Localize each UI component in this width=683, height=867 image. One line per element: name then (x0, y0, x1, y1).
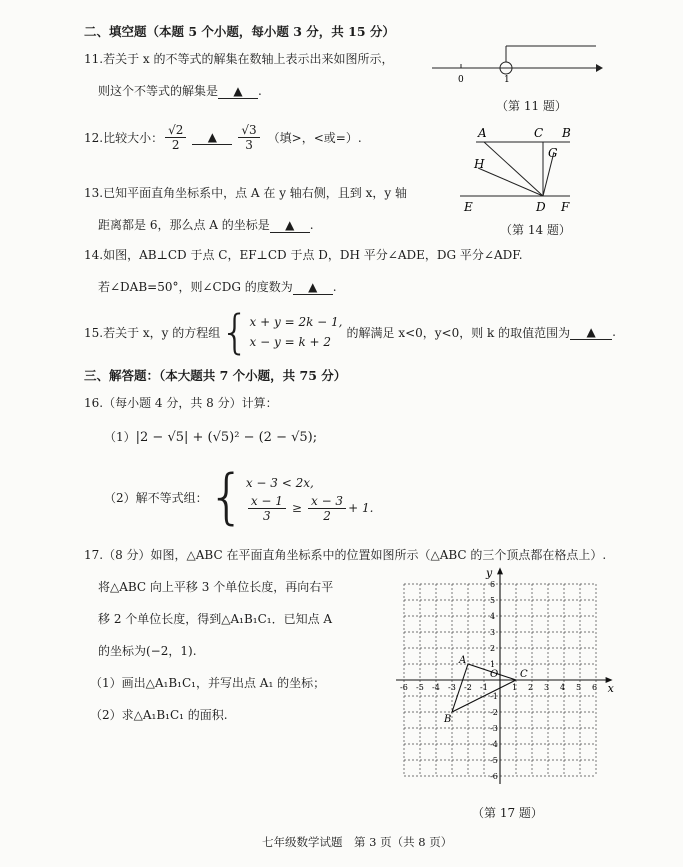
label-B: B (562, 126, 571, 140)
x-tick-label: -2 (464, 683, 472, 692)
label-G: G (548, 146, 558, 160)
frac-den: 2 (323, 508, 331, 523)
y-tick-label: -3 (490, 724, 498, 733)
axis-label-x: x (607, 682, 614, 695)
label-C: C (534, 126, 544, 140)
label-C: C (520, 669, 528, 680)
frac-num: √2 (165, 123, 186, 138)
x-tick-label: 2 (528, 683, 534, 692)
figure-14-caption: （第 14 题） (500, 223, 571, 237)
frac-num: √3 (238, 123, 259, 138)
label-zero: 0 (458, 75, 464, 85)
label-B: B (444, 714, 452, 725)
equation-2: x − y = k + 2 (249, 335, 332, 349)
x-tick-label: 4 (560, 683, 566, 692)
page-footer: 七年级数学试题 第 3 页（共 8 页） (262, 835, 453, 849)
label-one: 1 (504, 75, 510, 85)
y-tick-label: 1 (490, 660, 496, 669)
x-tick-label: -3 (448, 683, 456, 692)
answer-blank-12[interactable]: ▲ (192, 130, 232, 145)
question-13-line1: 13.已知平面直角坐标系中，点 A 在 y 轴右侧，且到 x，y 轴 (84, 186, 407, 200)
y-tick-label: -1 (490, 692, 498, 701)
inequality-system-16 (246, 472, 374, 523)
answer-blank-14[interactable]: ▲ (293, 280, 333, 295)
question-11-text: 则这个不等式的解集是 (98, 84, 219, 98)
y-tick-label: 5 (490, 596, 496, 605)
line-AD (484, 142, 543, 196)
label-A: A (478, 126, 487, 140)
question-12-prefix: 12.比较大小： (84, 130, 164, 145)
question-12-suffix: （填>，<或=）. (267, 130, 362, 145)
label-F: F (561, 200, 570, 214)
inequality-1: x − 3 < 2x, (245, 475, 314, 490)
period: . (612, 325, 616, 339)
question-17-line3: 的坐标为(−2，1). (98, 644, 197, 658)
expression-16-1: |2 − √5| + (√5)² − (2 − √5); (135, 430, 318, 445)
answer-blank-13[interactable]: ▲ (270, 218, 310, 233)
geometry-figure-14 (458, 122, 588, 218)
part-label: （2）解不等式组： (104, 490, 208, 505)
coordinate-grid-figure-17 (392, 562, 622, 800)
x-tick-label: 5 (576, 683, 582, 692)
x-tick-label: 6 (592, 683, 598, 692)
question-17-sub2: （2）求△A₁B₁C₁ 的面积. (90, 708, 228, 722)
question-17-sub1: （1）画出△A₁B₁C₁，并写出点 A₁ 的坐标； (90, 676, 326, 690)
y-tick-label: -2 (490, 708, 498, 717)
answer-blank-11[interactable]: ▲ (218, 84, 258, 99)
question-16-title: 16.（每小题 4 分，共 8 分）计算： (84, 396, 278, 410)
y-tick-label: -6 (490, 772, 498, 781)
label-A: A (459, 655, 467, 666)
part-label: （1） (104, 430, 136, 444)
system-brace: { (220, 305, 250, 359)
frac-den: 3 (245, 137, 253, 152)
ge-sign: ≥ (291, 501, 302, 515)
period: . (309, 218, 314, 232)
question-12 (84, 116, 362, 158)
question-17-line2: 移 2 个单位长度，得到△A₁B₁C₁．已知点 A (98, 612, 333, 626)
label-E: E (464, 200, 473, 214)
x-tick-label: 3 (544, 683, 550, 692)
x-tick-label: 1 (512, 683, 518, 692)
figure-11-caption: （第 11 题） (496, 99, 567, 113)
period: . (258, 84, 262, 98)
x-tick-label: -5 (416, 683, 424, 692)
origin-label: O (490, 669, 499, 680)
y-tick-label: 2 (490, 644, 496, 653)
x-tick-label: -6 (400, 683, 408, 692)
label-D: D (536, 200, 546, 214)
label-H: H (474, 157, 485, 171)
answer-blank-15[interactable]: ▲ (570, 325, 612, 340)
question-16-part1 (104, 428, 317, 445)
number-line-arrow (596, 64, 603, 72)
question-16-part2 (104, 464, 373, 530)
figure-17-caption: （第 17 题） (472, 806, 543, 820)
equation-system-15 (250, 312, 343, 352)
y-tick-label: 6 (490, 580, 496, 589)
question-14-line2 (98, 278, 337, 295)
question-15-prefix: 15.若关于 x，y 的方程组 (84, 325, 221, 340)
section-heading-fill-in: 二、填空题（本题 5 个小题，每小题 3 分，共 15 分） (84, 24, 395, 39)
question-13-text: 距离都是 6，那么点 A 的坐标是 (98, 218, 270, 232)
frac-den: 3 (263, 508, 271, 523)
x-tick-label: -1 (480, 683, 488, 692)
x-tick-label: -4 (432, 683, 440, 692)
question-13-line2 (98, 216, 314, 233)
question-17-line1: 将△ABC 向上平移 3 个单位长度，再向右平 (98, 580, 334, 594)
question-17-title: 17.（8 分）如图，△ABC 在平面直角坐标系中的位置如图所示（△ABC 的三个顶点都在格点上）. (84, 548, 607, 562)
question-11-line1: 11.若关于 x 的不等式的解集在数轴上表示出来如图所示， (84, 52, 394, 66)
y-tick-label: -4 (490, 740, 498, 749)
inequality-2 (246, 494, 374, 523)
fraction-right (308, 494, 346, 523)
section-heading-solutions: 三、解答题：（本大题共 7 个小题，共 75 分） (84, 368, 347, 383)
question-14-line1: 14.如图，AB⊥CD 于点 C，EF⊥CD 于点 D，DH 平分∠ADE，DG 平分∠ADF. (84, 248, 523, 262)
system-brace: { (207, 462, 246, 532)
equation-1: x + y = 2k − 1, (249, 315, 343, 329)
question-15 (84, 305, 616, 359)
fraction-left (248, 494, 286, 523)
y-tick-label: 3 (490, 628, 496, 637)
y-axis-arrow (497, 567, 503, 574)
fraction-sqrt3-over-3 (238, 123, 259, 152)
fraction-sqrt2-over-2 (165, 123, 186, 152)
y-tick-label: -5 (490, 756, 498, 765)
frac-num: x − 1 (248, 494, 286, 509)
frac-num: x − 3 (308, 494, 346, 509)
question-15-middle: 的解满足 x<0，y<0，则 k 的取值范围为 (346, 325, 571, 340)
axis-label-y: y (486, 566, 493, 580)
question-14-text: 若∠DAB=50°，则∠CDG 的度数为 (98, 280, 293, 294)
y-tick-label: 4 (490, 612, 496, 621)
question-11-line2 (98, 82, 262, 99)
period: . (332, 280, 337, 294)
tail: + 1. (348, 501, 374, 515)
frac-den: 2 (171, 137, 180, 152)
line-DH (478, 168, 543, 196)
